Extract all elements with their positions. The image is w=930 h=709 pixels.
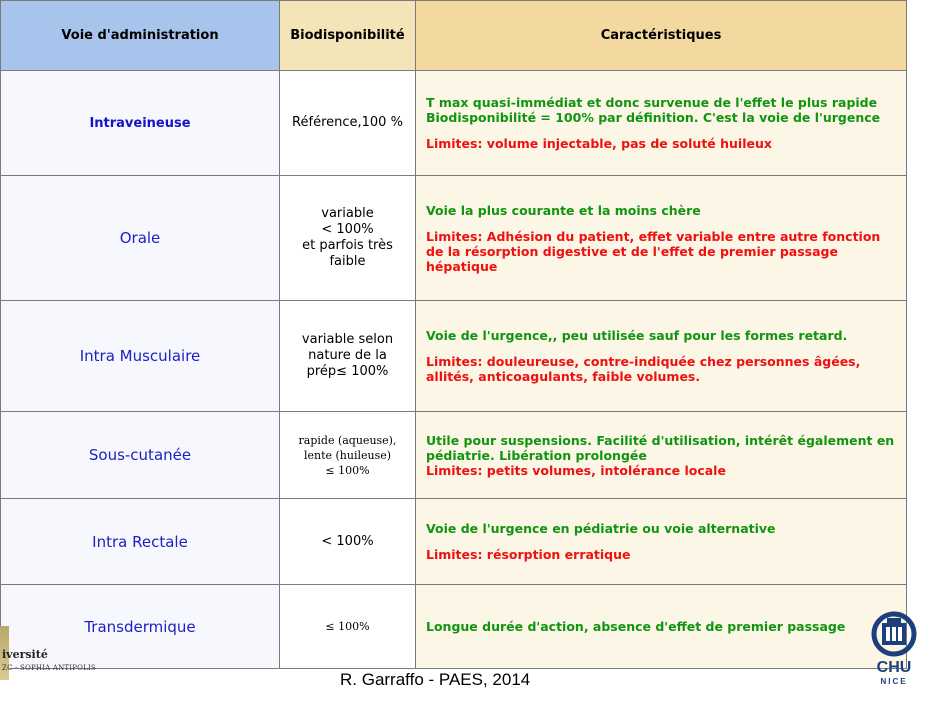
bioavailability-line: faible [329,254,366,269]
limits-text: Limites: douleureuse, contre-indiquée chez personnes âgées, allités, anticoagulants, faible volumes. [426,354,861,384]
feature-text: Voie de l'urgence en pédiatrie ou voie alternative [426,521,776,536]
route-cell: Intra Musculaire [1,301,280,412]
limits-text: Limites: petits volumes, intolérance locale [426,462,726,478]
bioavailability-cell [280,585,416,669]
route-cell: Intra Rectale [1,499,280,585]
chu-nice-logo [865,606,923,696]
characteristics-cell [416,585,907,669]
bioavailability-line: ≤ 100% [325,620,370,633]
bioavailability-line: variable [321,206,374,221]
limits-text: Limites: résorption erratique [426,547,631,562]
route-cell: Orale [1,176,280,301]
table-header-row [1,1,907,71]
bioavailability-cell [280,301,416,412]
characteristics-cell [416,71,907,176]
bioavailability-line: rapide (aqueuse), [298,433,397,447]
limits-text: Limites: volume injectable, pas de soluté huileux [426,136,772,151]
bioavailability-line: < 100% [321,533,374,549]
header-route: Voie d'administration [1,1,280,71]
feature-text: Utile pour suspensions. Facilité d'utilisation, intérêt également en pédiatrie. Libération prolongée [426,432,895,463]
feature-text: Voie la plus courante et la moins chère [426,202,701,218]
table-row [1,301,907,412]
header-bioavailability: Biodisponibilité [280,1,416,71]
spacer [426,218,896,229]
university-logo-text: iversité [2,648,48,661]
characteristics-cell [416,499,907,585]
bioavailability-line: < 100% [321,222,374,237]
bioavailability-line: ≤ 100% [325,463,370,477]
university-logo [0,618,120,688]
table-row [1,499,907,585]
spacer [426,125,896,136]
chu-emblem-icon [865,606,923,662]
bioavailability-cell [280,499,416,585]
chu-logo-subtitle: NICE [880,677,908,686]
limits-text: Limites: Adhésion du patient, effet variable entre autre fonction de la résorption digestive et de l'effet de premier passage hépatique [426,228,881,274]
characteristics-cell [416,301,907,412]
footer-credit: R. Garraffo - PAES, 2014 [340,670,531,689]
bioavailability-line: variable selon [301,332,394,347]
bioavailability-line: prép≤ 100% [306,364,389,379]
feature-text: Biodisponibilité = 100% par définition. C'est la voie de l'urgence [426,110,881,125]
bioavailability-cell [280,412,416,499]
table-row [1,71,907,176]
bioavailability-cell [280,176,416,301]
bioavailability-cell [280,71,416,176]
bioavailability-line: Référence,100 % [292,115,403,130]
table-row [1,412,907,499]
characteristics-cell [416,412,907,499]
table-row [1,176,907,301]
route-cell: Sous-cutanée [1,412,280,499]
bioavailability-line: nature de la [308,348,387,363]
feature-text: Voie de l'urgence,, peu utilisée sauf pour les formes retard. [426,328,848,343]
feature-text: Longue durée d'action, absence d'effet de premier passage [426,619,846,634]
bioavailability-line: et parfois très [302,238,393,253]
university-logo-subtext: ZC - SOPHIA ANTIPOLIS [2,664,96,672]
characteristics-cell [416,176,907,301]
feature-text: T max quasi-immédiat et donc survenue de l'effet le plus rapide [426,95,878,110]
header-characteristics: Caractéristiques [416,1,907,71]
spacer [426,343,896,354]
chu-logo-title: CHU [876,659,912,676]
spacer [426,536,896,547]
route-cell: Intraveineuse [1,71,280,176]
bioavailability-line: lente (huileuse) [303,448,392,462]
route-cell: Transdermique [1,585,280,669]
table-row [1,585,907,669]
